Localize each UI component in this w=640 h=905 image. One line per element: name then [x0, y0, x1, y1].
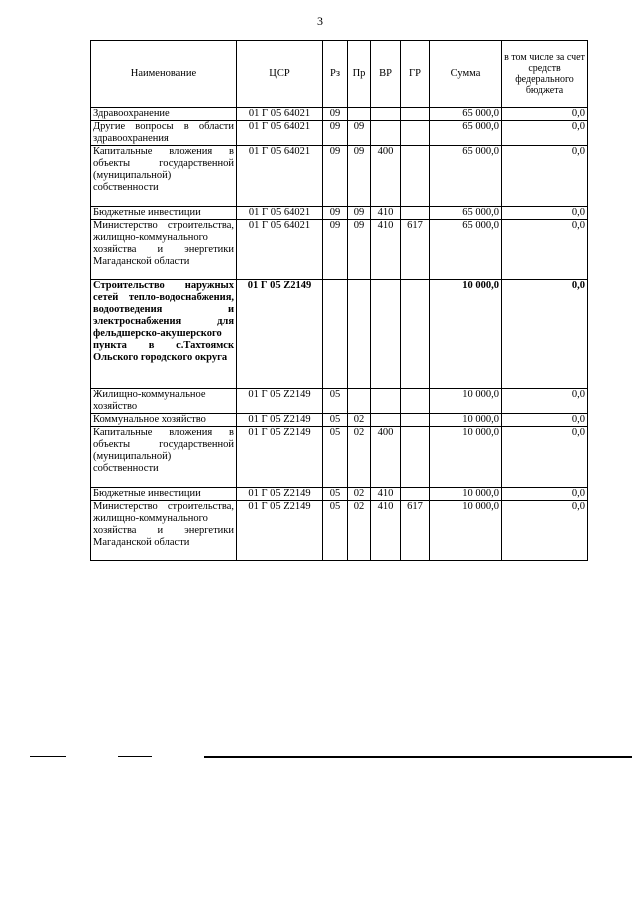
- cell-csr: 01 Г 05 64021: [237, 121, 323, 146]
- cell-pr: [348, 389, 371, 414]
- cell-gr: [401, 207, 430, 220]
- table-row: [91, 280, 588, 389]
- cell-vr: [371, 389, 401, 414]
- cell-sum: 65 000,0: [430, 146, 502, 207]
- cell-vr: [371, 280, 401, 389]
- cell-name: Капитальные вложения в объекты государственной (муниципальной) собственности: [91, 427, 237, 488]
- table-row: [91, 488, 588, 501]
- cell-vr: [371, 108, 401, 121]
- cell-csr: 01 Г 05 Z2149: [237, 427, 323, 488]
- header-pr: Пр: [348, 41, 371, 108]
- cell-fed: 0,0: [502, 220, 588, 280]
- cell-gr: [401, 108, 430, 121]
- cell-vr: [371, 414, 401, 427]
- cell-fed: 0,0: [502, 280, 588, 389]
- cell-name: Бюджетные инвестиции: [91, 488, 237, 501]
- cell-fed: 0,0: [502, 207, 588, 220]
- cell-rz: 09: [323, 220, 348, 280]
- cell-rz: 05: [323, 501, 348, 561]
- cell-rz: 05: [323, 414, 348, 427]
- cell-rz: 05: [323, 427, 348, 488]
- cell-pr: [348, 280, 371, 389]
- footer-line-middle: [118, 756, 152, 757]
- cell-csr: 01 Г 05 Z2149: [237, 488, 323, 501]
- cell-fed: 0,0: [502, 108, 588, 121]
- table-row: [91, 146, 588, 207]
- cell-rz: [323, 280, 348, 389]
- table-row: [91, 121, 588, 146]
- header-sum: Сумма: [430, 41, 502, 108]
- cell-rz: 09: [323, 146, 348, 207]
- table-row: [91, 207, 588, 220]
- header-csr: ЦСР: [237, 41, 323, 108]
- cell-fed: 0,0: [502, 427, 588, 488]
- cell-csr: 01 Г 05 64021: [237, 220, 323, 280]
- cell-pr: 02: [348, 427, 371, 488]
- cell-rz: 09: [323, 121, 348, 146]
- cell-vr: [371, 121, 401, 146]
- cell-name: Министерство строительства, жилищно-коммунального хозяйства и энергетики Магаданской области: [91, 220, 237, 280]
- cell-csr: 01 Г 05 64021: [237, 146, 323, 207]
- cell-gr: 617: [401, 220, 430, 280]
- cell-csr: 01 Г 05 Z2149: [237, 389, 323, 414]
- page-number: 3: [317, 14, 323, 28]
- cell-name: Здравоохранение: [91, 108, 237, 121]
- cell-csr: 01 Г 05 Z2149: [237, 501, 323, 561]
- table-row: [91, 414, 588, 427]
- cell-name: Жилищно-коммунальное хозяйство: [91, 389, 237, 414]
- cell-vr: 400: [371, 427, 401, 488]
- footer-line-left: [30, 756, 66, 757]
- header-name: Наименование: [91, 41, 237, 108]
- cell-fed: 0,0: [502, 121, 588, 146]
- cell-name: Министерство строительства, жилищно-коммунального хозяйства и энергетики Магаданской области: [91, 501, 237, 561]
- cell-fed: 0,0: [502, 414, 588, 427]
- cell-gr: [401, 427, 430, 488]
- cell-gr: [401, 389, 430, 414]
- table-row: [91, 108, 588, 121]
- footer-line-right: [204, 756, 632, 758]
- header-federal: в том числе за счет средств федерального бюджета: [502, 41, 588, 108]
- cell-sum: 65 000,0: [430, 220, 502, 280]
- cell-sum: 10 000,0: [430, 389, 502, 414]
- cell-name: Бюджетные инвестиции: [91, 207, 237, 220]
- cell-vr: 410: [371, 501, 401, 561]
- cell-gr: [401, 146, 430, 207]
- cell-fed: 0,0: [502, 488, 588, 501]
- cell-rz: 09: [323, 207, 348, 220]
- cell-sum: 10 000,0: [430, 488, 502, 501]
- table-row: [91, 501, 588, 561]
- cell-pr: 09: [348, 220, 371, 280]
- cell-name: Другие вопросы в области здравоохранения: [91, 121, 237, 146]
- table-row: [91, 220, 588, 280]
- cell-pr: [348, 108, 371, 121]
- cell-gr: [401, 280, 430, 389]
- cell-sum: 10 000,0: [430, 427, 502, 488]
- cell-pr: 09: [348, 207, 371, 220]
- cell-gr: [401, 488, 430, 501]
- cell-sum: 65 000,0: [430, 108, 502, 121]
- cell-vr: 410: [371, 207, 401, 220]
- cell-sum: 10 000,0: [430, 280, 502, 389]
- cell-sum: 10 000,0: [430, 414, 502, 427]
- cell-rz: 05: [323, 389, 348, 414]
- cell-vr: 410: [371, 220, 401, 280]
- cell-pr: 09: [348, 146, 371, 207]
- budget-table: [90, 40, 588, 561]
- table-row: [91, 427, 588, 488]
- cell-vr: 410: [371, 488, 401, 501]
- cell-name: Коммунальное хозяйство: [91, 414, 237, 427]
- cell-sum: 65 000,0: [430, 207, 502, 220]
- cell-name: Строительство наружных сетей тепло-водоснабжения, водоотведения и электроснабжения для фельдшерско-акушерского пункта в с.Тахтоямск Ольского городского округа: [91, 280, 237, 389]
- cell-sum: 65 000,0: [430, 121, 502, 146]
- cell-name: Капитальные вложения в объекты государственной (муниципальной) собственности: [91, 146, 237, 207]
- cell-pr: 02: [348, 488, 371, 501]
- cell-fed: 0,0: [502, 146, 588, 207]
- cell-vr: 400: [371, 146, 401, 207]
- cell-csr: 01 Г 05 Z2149: [237, 414, 323, 427]
- cell-gr: [401, 121, 430, 146]
- cell-rz: 05: [323, 488, 348, 501]
- header-rz: Рз: [323, 41, 348, 108]
- table-row: [91, 389, 588, 414]
- header-vr: ВР: [371, 41, 401, 108]
- cell-gr: [401, 414, 430, 427]
- cell-fed: 0,0: [502, 389, 588, 414]
- cell-rz: 09: [323, 108, 348, 121]
- cell-pr: 02: [348, 501, 371, 561]
- cell-gr: 617: [401, 501, 430, 561]
- header-gr: ГР: [401, 41, 430, 108]
- table-header-row: [91, 41, 588, 108]
- cell-pr: 09: [348, 121, 371, 146]
- cell-pr: 02: [348, 414, 371, 427]
- cell-csr: 01 Г 05 64021: [237, 108, 323, 121]
- cell-csr: 01 Г 05 64021: [237, 207, 323, 220]
- cell-fed: 0,0: [502, 501, 588, 561]
- cell-csr: 01 Г 05 Z2149: [237, 280, 323, 389]
- cell-sum: 10 000,0: [430, 501, 502, 561]
